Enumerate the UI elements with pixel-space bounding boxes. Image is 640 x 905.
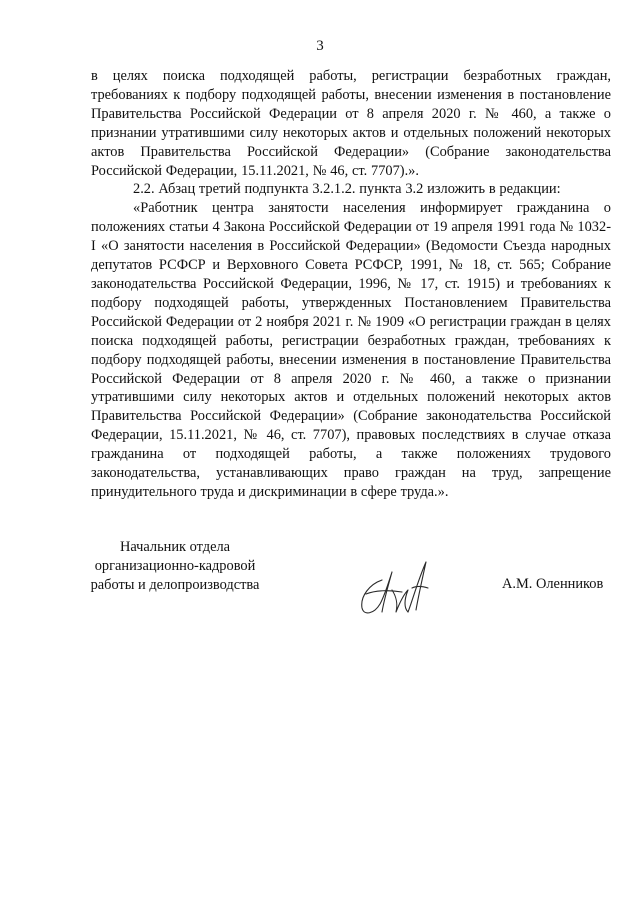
signature-block [0,538,640,618]
paragraph-amendment-heading: 2.2. Абзац третий подпункта 3.2.1.2. пункта 3.2 изложить в редакции: [133,181,561,198]
document-body [91,67,611,502]
signatory-position-line: организационно-кадровой [94,558,256,574]
signatory-position-line: работы и делопроизводства [90,577,260,593]
signatory-name: А.М. Оленников [502,576,604,592]
signatory-position [85,538,265,595]
paragraph-amendment-text: «Работник центра занятости населения информирует гражданина о положениях статьи 4 Закона Российской Федерации от 19 апреля 1991 года № 1032-I «О занятости населения в Российской Федерации» (Ведомости Съезда народных депутатов РСФСР и Верховного Совета РСФСР, 1991, № 18, ст. 565; Собрание законодательства Российской Федерации, 1996, № 17, ст. 1915) и требованиях к подбору подходящей работы, утвержденных Постановлением Правительства Российской Федерации от 2 ноября 2021 г. № 1909 «О регистрации граждан в целях поиска подходящей работы, регистрации безработных граждан, требованиях к подбору подходящей работы, внесении изменения в постановление Правительства Российской Федерации от 8 апреля 2020 г. № 460, а также о признании утратившими силу некоторых актов и отдельных положений некоторых актов Правительства Российской Федерации» (Собрание законодательства Российской Федерации, 15.11.2021, № 46, ст. 7707), правовых последствиях в случае отказа гражданина от подходящей работы, а также положениях трудового законодательства, устанавливающих право граждан на труд, запрещение принудительного труда и дискриминации в сфере труда.». [91,200,611,500]
handwritten-signature [352,550,434,622]
signatory-position-line: Начальник отдела [119,539,231,555]
paragraph-continuation: в целях поиска подходящей работы, регистрации безработных граждан, требованиях к подбору подходящей работы, внесении изменения в постановление Правительства Российской Федерации от 8 апреля 2020 г. № 460, а также о признании утратившими силу некоторых актов и отдельных положений некоторых актов Правительства Российской Федерации» (Собрание законодательства Российской Федерации, 15.11.2021, № 46, ст. 7707).». [91,68,611,179]
page-number: 3 [316,38,324,54]
